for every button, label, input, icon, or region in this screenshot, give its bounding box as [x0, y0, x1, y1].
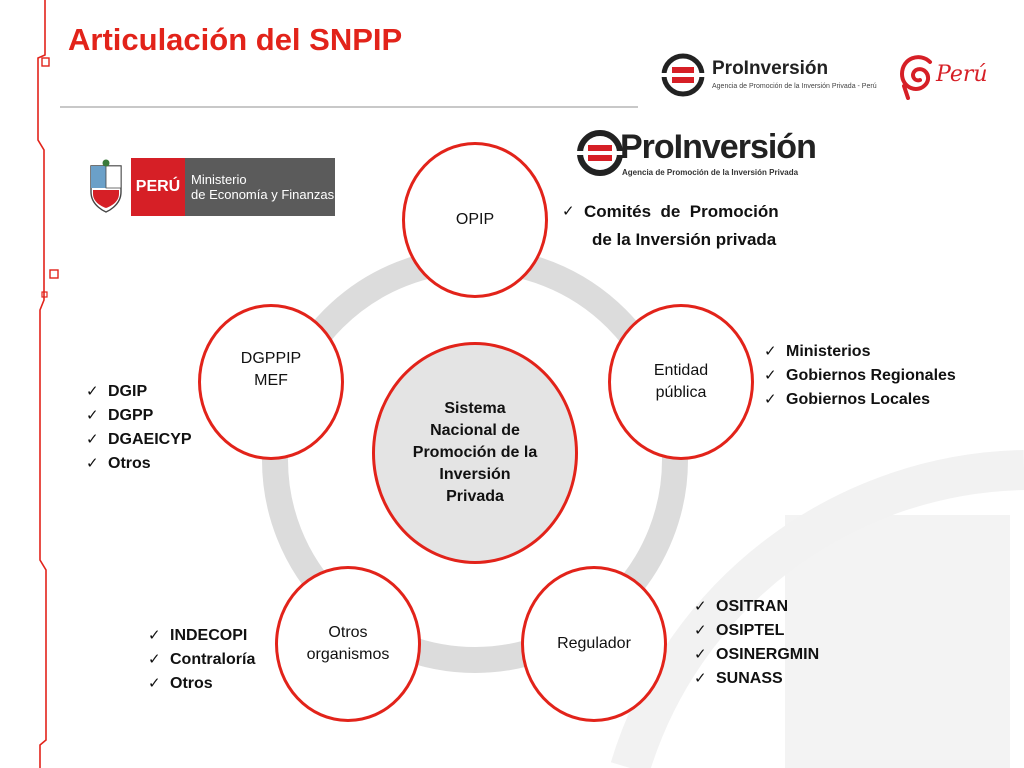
check-icon: ✓: [764, 367, 777, 384]
check-icon: ✓: [86, 455, 99, 472]
peru-coat-of-arms-icon: [85, 158, 127, 216]
node-dgppip-mef: [198, 304, 344, 460]
comites-list: [562, 198, 812, 254]
node-otros-organismos: [275, 566, 421, 722]
list-item-text: OSIPTEL: [716, 622, 785, 639]
mef-peru-box: PERÚ: [131, 158, 185, 216]
dgppip-list: [86, 380, 192, 476]
list-item-text: OSITRAN: [716, 598, 788, 615]
list-item-text: DGAEICYP: [108, 431, 192, 448]
node-entidad-publica: [608, 304, 754, 460]
center-line-5: Privada: [446, 488, 504, 505]
proinversion-logo-small: [660, 52, 877, 98]
list-item: [764, 340, 956, 364]
list-item: [764, 364, 956, 388]
peru-brand-word: Perú: [936, 62, 988, 87]
center-line-4: Inversión: [439, 466, 511, 483]
check-icon: ✓: [694, 646, 707, 663]
proinversion-logo-large: [576, 128, 816, 182]
node-dgppip-line-2: MEF: [254, 372, 288, 389]
title-underline: [60, 106, 638, 108]
check-icon: ✓: [148, 651, 161, 668]
proinversion-small-wordmark: ProInversión: [712, 58, 829, 79]
mef-logo: [85, 158, 339, 216]
center-line-1: Sistema: [444, 400, 506, 417]
proinversion-large-emblem-icon: [576, 128, 624, 178]
comites-line-2: de la Inversión privada: [592, 230, 777, 249]
mef-ministry-box: [185, 158, 335, 216]
check-icon: ✓: [86, 431, 99, 448]
list-item-text: SUNASS: [716, 670, 783, 687]
list-item-text: Gobiernos Regionales: [786, 367, 956, 384]
proinversion-large-wordmark: ProInversión: [620, 128, 816, 166]
check-icon: ✓: [86, 383, 99, 400]
node-dgppip-line-1: DGPPIP: [240, 350, 302, 367]
list-item: [86, 380, 192, 404]
list-item: [86, 452, 192, 476]
check-icon: ✓: [694, 670, 707, 687]
list-item: [694, 619, 819, 643]
slide-title: Articulación del SNPIP: [68, 22, 403, 57]
check-icon: ✓: [694, 598, 707, 615]
check-icon: ✓: [562, 203, 575, 220]
proinversion-small-subtitle: Agencia de Promoción de la Inversión Privada - Perú: [712, 83, 877, 90]
center-line-2: Nacional de: [430, 422, 520, 439]
list-item-text: DGPP: [108, 407, 154, 424]
list-item-text: Otros: [108, 455, 151, 472]
node-opip: [402, 142, 548, 298]
proinversion-emblem-icon: [660, 52, 706, 98]
list-item: [694, 667, 819, 691]
list-item-text: OSINERGMIN: [716, 646, 820, 663]
list-item-text: Otros: [170, 675, 213, 692]
comites-line-1: Comités de Promoción: [584, 202, 779, 221]
check-icon: ✓: [86, 407, 99, 424]
list-item: [86, 428, 192, 452]
peru-brand-logo: [896, 50, 988, 100]
list-item: [86, 404, 192, 428]
list-item: [148, 672, 255, 696]
list-item: [694, 643, 819, 667]
mef-line-2: de Economía y Finanzas: [191, 187, 335, 202]
node-center-snpip: [372, 342, 578, 564]
list-item-text: DGIP: [108, 383, 148, 400]
check-icon: ✓: [764, 343, 777, 360]
entidad-list: [764, 340, 956, 412]
check-icon: ✓: [694, 622, 707, 639]
mef-line-1: Ministerio: [191, 172, 247, 187]
check-icon: ✓: [148, 627, 161, 644]
node-opip-label: OPIP: [455, 211, 495, 228]
center-line-3: Promoción de la: [412, 444, 538, 461]
otros-list: [148, 624, 255, 696]
list-item: [148, 624, 255, 648]
list-item-text: Contraloría: [170, 651, 256, 668]
regulador-list: [694, 595, 819, 691]
list-item-text: Ministerios: [786, 343, 871, 360]
node-entidad-line-1: Entidad: [653, 362, 709, 379]
list-item: [694, 595, 819, 619]
list-item: [764, 388, 956, 412]
node-otros-line-1: Otros: [328, 624, 368, 641]
list-item-text: INDECOPI: [170, 627, 248, 644]
check-icon: ✓: [764, 391, 777, 408]
list-item: [148, 648, 255, 672]
node-regulador-label: Regulador: [557, 635, 631, 652]
node-entidad-line-2: pública: [655, 384, 707, 401]
left-border-line: [38, 0, 46, 768]
node-regulador: [521, 566, 667, 722]
list-item-text: Gobiernos Locales: [786, 391, 931, 408]
node-otros-line-2: organismos: [306, 646, 390, 663]
proinversion-large-subtitle: Agencia de Promoción de la Inversión Privada: [622, 168, 799, 177]
check-icon: ✓: [148, 675, 161, 692]
